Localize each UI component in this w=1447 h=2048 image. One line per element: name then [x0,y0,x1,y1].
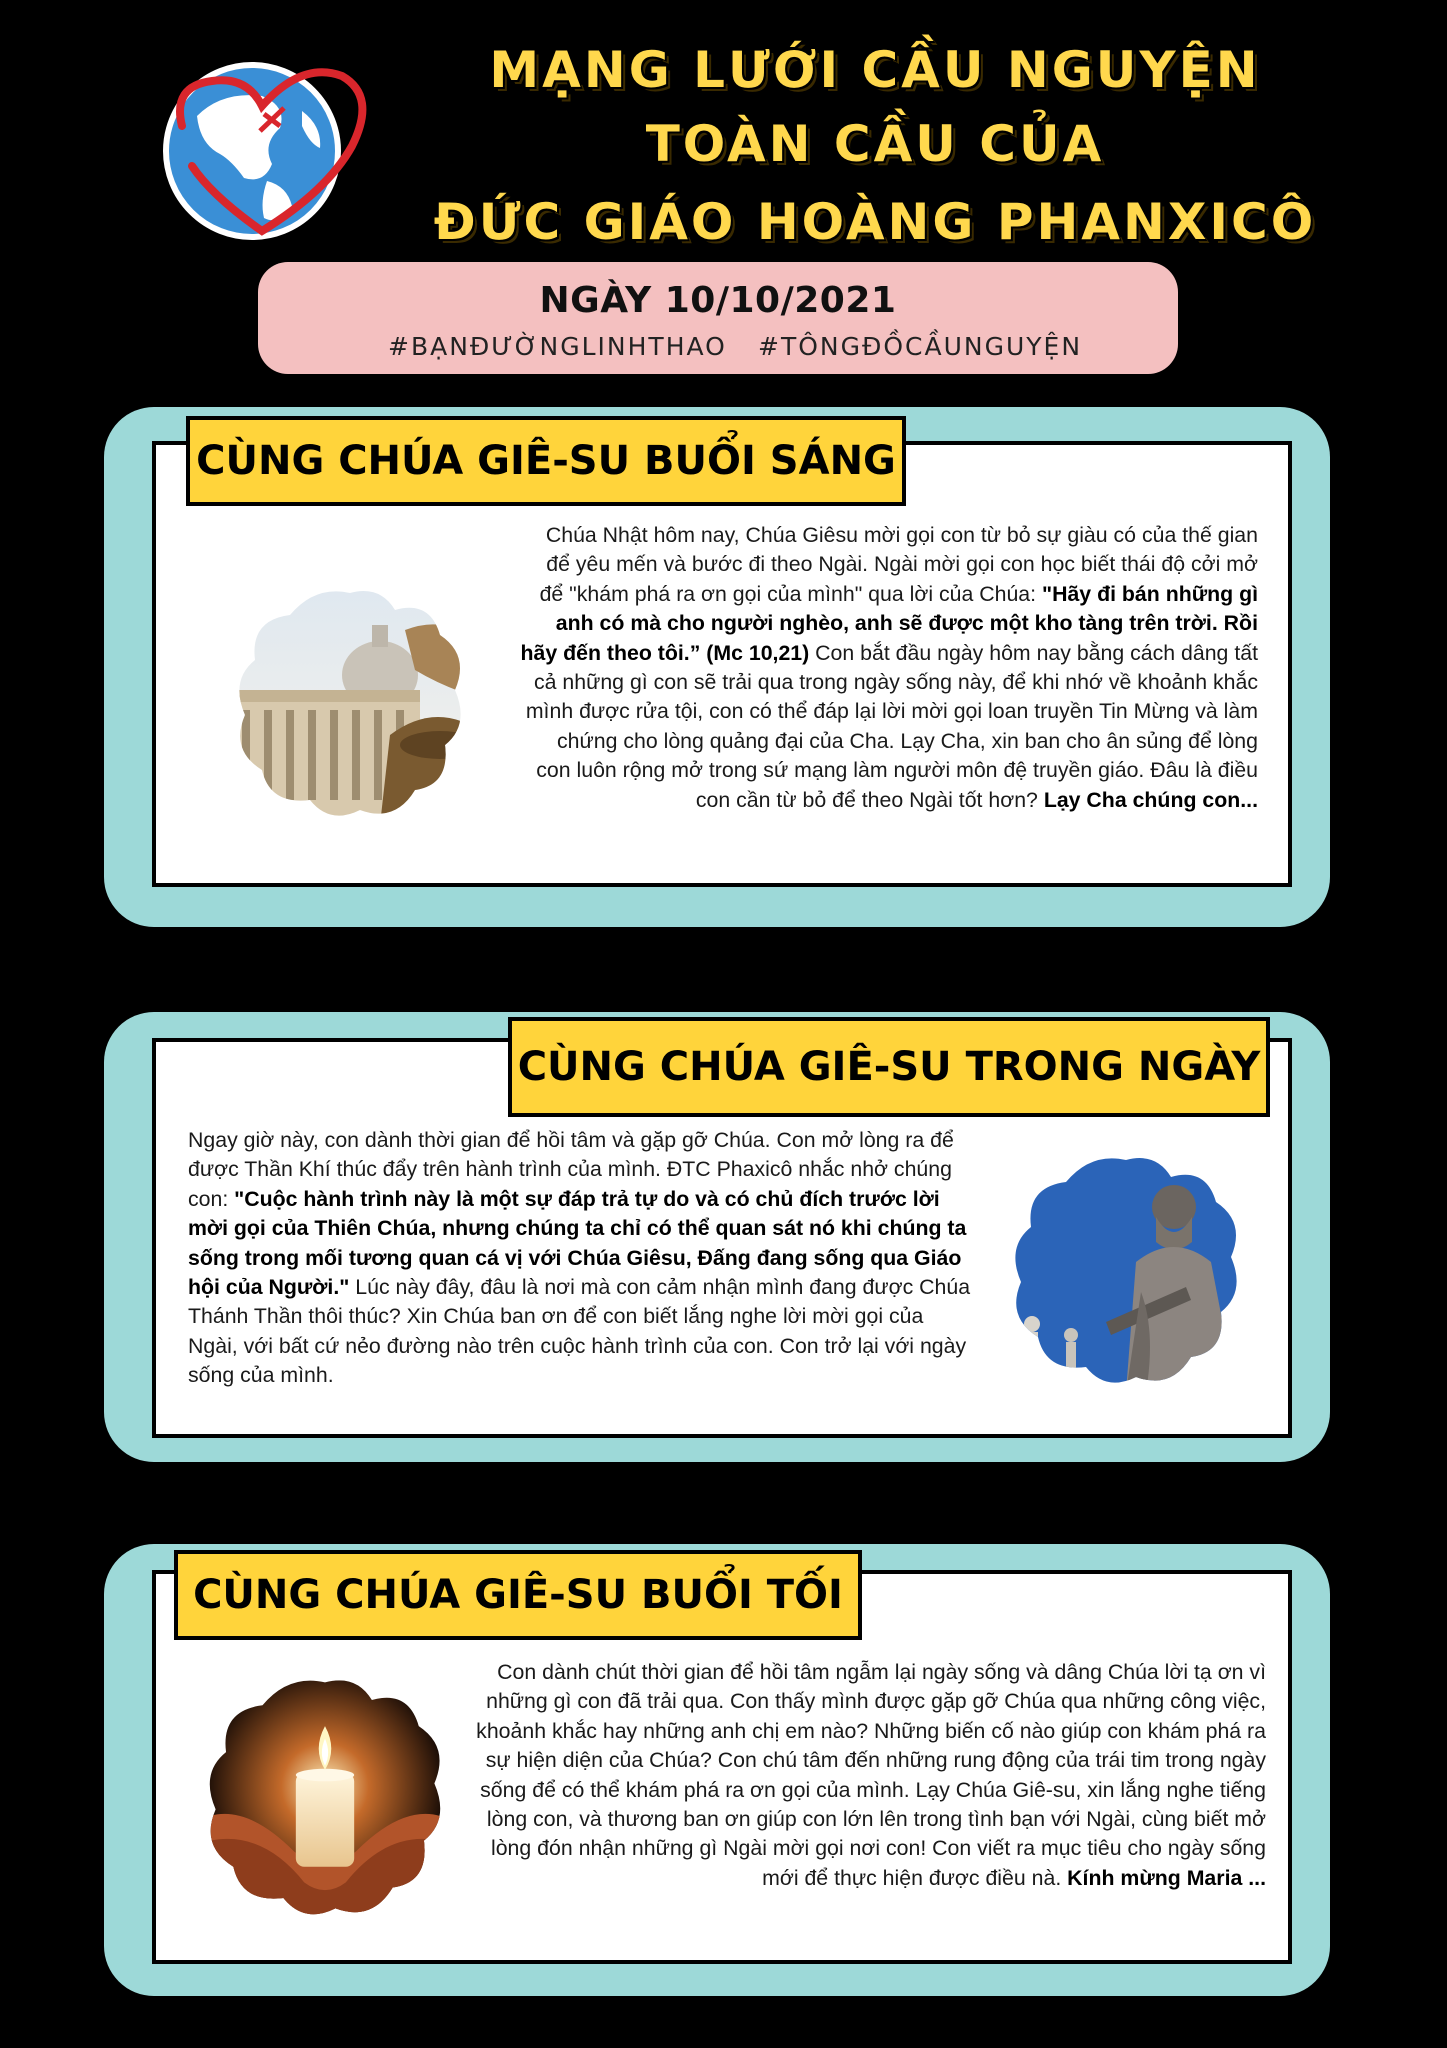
morning-p1: Chúa Nhật hôm nay, Chúa Giêsu mời gọi con từ bỏ sự giàu có của thế gian để yêu mến và bước đi theo Ngài. Ngài mời gọi con học biết thái độ cởi mở để "khám phá ra ơn gọi của mình" qua lời của Chúa: [539,523,1258,606]
morning-p2: Con bắt đầu ngày hôm nay bằng cách dâng tất cả những gì con sẽ trải qua trong ngày sống này, để khi nhớ về khoảnh khắc mình được rửa tội, con có thể đáp lại lời mời gọi loan truyền Tin Mừng và làm chứng cho lòng quảng đại của Cha. Lạy Cha, xin ban cho ân sủng để lòng con luôn rộng mở trong sứ mạng làm người môn đệ truyền giáo. Đâu là điều con cần từ bỏ để theo Ngài tốt hơn? [525,640,1258,812]
day-p1: Ngay giờ này, con dành thời gian để hồi tâm và gặp gỡ Chúa. Con mở lòng ra để được Thần Khí thúc đẩy trên hành trình của mình. ĐTC Phaxicô nhắc nhở chúng con: [188,1128,954,1211]
evening-p1: Con dành chút thời gian để hồi tâm ngẫm lại ngày sống và dâng Chúa lời tạ ơn vì những gì con đã trải qua. Con thấy mình được gặp gỡ Chúa qua những công việc, khoảnh khắc hay những anh chị em nào? Những biến cố nào giúp con khám phá ra sự hiện diện của Chúa? Con chú tâm đến những rung động của trái tim trong ngày sống để có thể khám phá ra ơn gọi của mình. Lạy Chúa Giê-su, xin lắng nghe tiếng lòng con, và thương ban ơn giúp con lớn lên trong tình bạn với Ngài, cùng biết mở lòng đón nhận những gì Ngài mời gọi nơi con! Con viết ra mục tiêu cho ngày sống mới để thực hiện được điều nà. [476,1660,1266,1890]
title-line-1: MẠNG LƯỚI CẦU NGUYỆN [489,41,1261,99]
date-banner [258,262,1178,374]
evening-text [456,1658,1266,1893]
day-p2: Lúc này đây, đâu là nơi mà con cảm nhận mình đang được Chúa Thánh Thần thôi thúc? Xin Chúa ban ơn để con biết lắng nghe lời mời gọi của Ngài, với bất cứ nẻo đường nào trên cuộc hành trình của con. Con trở lại với ngày sống của mình. [188,1275,971,1388]
morning-card-content [152,441,1292,887]
hashtag-tong-do-cau-nguyen: #TÔNGĐỒCẦUNGUYỆN [758,332,1083,361]
evening-closing: Kính mừng Maria ... [1067,1865,1266,1890]
globe-heart-cross-icon [152,56,372,246]
morning-text [520,521,1258,815]
candle-in-hands-photo [200,1674,450,1924]
morning-closing: Lạy Cha chúng con... [1043,787,1258,812]
st-peters-basilica-fountain-photo [230,585,470,825]
morning-heading: CÙNG CHÚA GIÊ-SU BUỔI SÁNG [186,416,906,506]
title-line-2: TOÀN CẦU CỦA [645,115,1105,173]
date-text: NGÀY 10/10/2021 [539,280,897,321]
hashtag-ban-duong-linh-thao: #BẠNĐƯỜNGLINHTHAO [388,332,727,361]
title-line-3: ĐỨC GIÁO HOÀNG PHANXICÔ [433,193,1317,251]
evening-heading: CÙNG CHÚA GIÊ-SU BUỔI TỐI [174,1550,862,1640]
day-heading: CÙNG CHÚA GIÊ-SU TRONG NGÀY [508,1017,1270,1117]
st-peter-statue-photo [1006,1152,1246,1392]
day-quote: "Cuộc hành trình này là một sự đáp trả tự do và có chủ đích trước lời mời gọi của Thiên Chúa, nhưng chúng ta chỉ có thể quan sát nó khi chúng ta sống trong mối tương quan cá vị với Chúa Giêsu, Đấng đang sống qua Giáo hội của Người." [188,1186,967,1300]
morning-quote: "Hãy đi bán những gì anh có mà cho người nghèo, anh sẽ được một kho tàng trên trời. Rồi hãy đến theo tôi.” (Mc 10,21) [520,581,1258,665]
day-text [188,1126,978,1391]
